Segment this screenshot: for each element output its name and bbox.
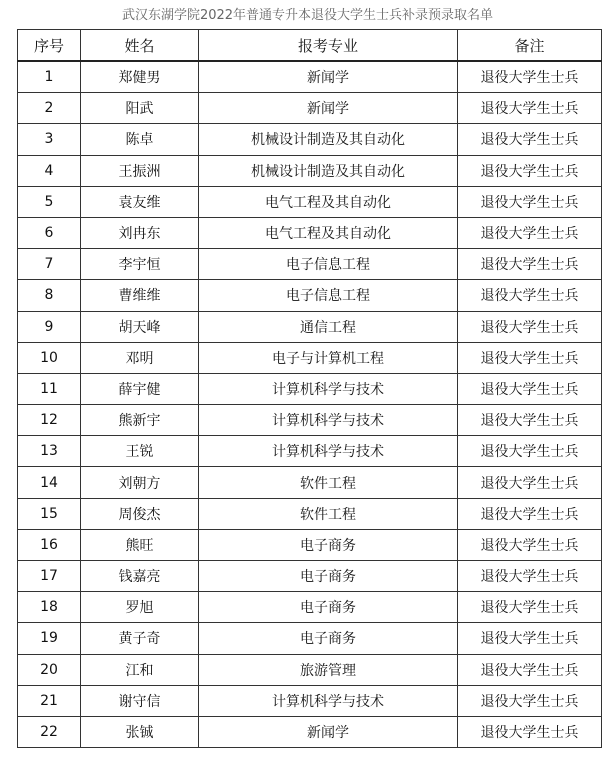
cell-note: 退役大学生士兵 (458, 436, 602, 467)
cell-name: 周俊杰 (81, 498, 199, 529)
cell-no: 11 (18, 373, 81, 404)
cell-name: 谢守信 (81, 685, 199, 716)
cell-no: 10 (18, 342, 81, 373)
cell-note: 退役大学生士兵 (458, 685, 602, 716)
cell-major: 旅游管理 (199, 654, 458, 685)
cell-major: 计算机科学与技术 (199, 373, 458, 404)
table-row (18, 498, 602, 529)
cell-note: 退役大学生士兵 (458, 61, 602, 93)
cell-major: 通信工程 (199, 311, 458, 342)
cell-note: 退役大学生士兵 (458, 592, 602, 623)
cell-no: 5 (18, 186, 81, 217)
cell-no: 7 (18, 249, 81, 280)
table-row (18, 529, 602, 560)
cell-note: 退役大学生士兵 (458, 623, 602, 654)
cell-note: 退役大学生士兵 (458, 529, 602, 560)
cell-major: 计算机科学与技术 (199, 405, 458, 436)
table-row (18, 280, 602, 311)
cell-note: 退役大学生士兵 (458, 155, 602, 186)
cell-major: 机械设计制造及其自动化 (199, 124, 458, 155)
cell-major: 计算机科学与技术 (199, 436, 458, 467)
cell-name: 张铖 (81, 716, 199, 747)
cell-no: 22 (18, 716, 81, 747)
cell-name: 阳武 (81, 93, 199, 124)
table-row (18, 592, 602, 623)
table-row (18, 436, 602, 467)
cell-note: 退役大学生士兵 (458, 373, 602, 404)
cell-note: 退役大学生士兵 (458, 561, 602, 592)
table-row (18, 155, 602, 186)
cell-major: 软件工程 (199, 467, 458, 498)
cell-note: 退役大学生士兵 (458, 467, 602, 498)
cell-no: 3 (18, 124, 81, 155)
table-row (18, 561, 602, 592)
header-major: 报考专业 (199, 30, 458, 62)
table-row (18, 217, 602, 248)
cell-major: 电子信息工程 (199, 249, 458, 280)
cell-name: 郑健男 (81, 61, 199, 93)
table-row (18, 654, 602, 685)
cell-note: 退役大学生士兵 (458, 716, 602, 747)
cell-major: 电气工程及其自动化 (199, 217, 458, 248)
cell-major: 电子与计算机工程 (199, 342, 458, 373)
cell-major: 机械设计制造及其自动化 (199, 155, 458, 186)
cell-no: 9 (18, 311, 81, 342)
table-body (18, 61, 602, 748)
header-no: 序号 (18, 30, 81, 62)
cell-name: 薛宇健 (81, 373, 199, 404)
cell-name: 胡天峰 (81, 311, 199, 342)
cell-name: 熊新宇 (81, 405, 199, 436)
cell-major: 计算机科学与技术 (199, 685, 458, 716)
cell-no: 16 (18, 529, 81, 560)
cell-name: 钱嘉亮 (81, 561, 199, 592)
cell-major: 电子商务 (199, 529, 458, 560)
cell-name: 陈卓 (81, 124, 199, 155)
cell-no: 19 (18, 623, 81, 654)
table-row (18, 623, 602, 654)
table-row (18, 311, 602, 342)
cell-name: 罗旭 (81, 592, 199, 623)
cell-no: 15 (18, 498, 81, 529)
table-row (18, 716, 602, 747)
header-note: 备注 (458, 30, 602, 62)
cell-no: 8 (18, 280, 81, 311)
cell-note: 退役大学生士兵 (458, 498, 602, 529)
cell-note: 退役大学生士兵 (458, 654, 602, 685)
cell-note: 退役大学生士兵 (458, 342, 602, 373)
cell-note: 退役大学生士兵 (458, 93, 602, 124)
cell-name: 王振洲 (81, 155, 199, 186)
cell-no: 6 (18, 217, 81, 248)
table-header (18, 30, 602, 62)
table-row (18, 186, 602, 217)
cell-name: 李宇恒 (81, 249, 199, 280)
cell-no: 13 (18, 436, 81, 467)
table-row (18, 61, 602, 93)
cell-name: 邓明 (81, 342, 199, 373)
cell-note: 退役大学生士兵 (458, 217, 602, 248)
cell-major: 软件工程 (199, 498, 458, 529)
cell-note: 退役大学生士兵 (458, 311, 602, 342)
cell-name: 袁友维 (81, 186, 199, 217)
cell-no: 18 (18, 592, 81, 623)
header-row (18, 30, 602, 62)
cell-no: 4 (18, 155, 81, 186)
table-row (18, 467, 602, 498)
cell-name: 熊旺 (81, 529, 199, 560)
table-row (18, 373, 602, 404)
cell-major: 电气工程及其自动化 (199, 186, 458, 217)
document-title: 武汉东湖学院2022年普通专升本退役大学生士兵补录预录取名单 (121, 8, 494, 23)
cell-note: 退役大学生士兵 (458, 186, 602, 217)
table-row (18, 342, 602, 373)
cell-note: 退役大学生士兵 (458, 405, 602, 436)
admission-table (17, 29, 602, 748)
cell-major: 新闻学 (199, 93, 458, 124)
cell-no: 14 (18, 467, 81, 498)
cell-major: 电子信息工程 (199, 280, 458, 311)
cell-no: 1 (18, 61, 81, 93)
cell-note: 退役大学生士兵 (458, 249, 602, 280)
cell-name: 黄子奇 (81, 623, 199, 654)
cell-major: 电子商务 (199, 623, 458, 654)
cell-note: 退役大学生士兵 (458, 124, 602, 155)
table-row (18, 405, 602, 436)
cell-name: 王锐 (81, 436, 199, 467)
cell-name: 江和 (81, 654, 199, 685)
cell-major: 新闻学 (199, 716, 458, 747)
cell-no: 12 (18, 405, 81, 436)
cell-name: 曹维维 (81, 280, 199, 311)
cell-major: 新闻学 (199, 61, 458, 93)
cell-no: 17 (18, 561, 81, 592)
table-row (18, 249, 602, 280)
header-name: 姓名 (81, 30, 199, 62)
cell-no: 2 (18, 93, 81, 124)
cell-no: 21 (18, 685, 81, 716)
cell-major: 电子商务 (199, 592, 458, 623)
table-row (18, 124, 602, 155)
cell-no: 20 (18, 654, 81, 685)
cell-major: 电子商务 (199, 561, 458, 592)
cell-name: 刘朝方 (81, 467, 199, 498)
table-row (18, 93, 602, 124)
cell-note: 退役大学生士兵 (458, 280, 602, 311)
cell-name: 刘冉东 (81, 217, 199, 248)
table-row (18, 685, 602, 716)
